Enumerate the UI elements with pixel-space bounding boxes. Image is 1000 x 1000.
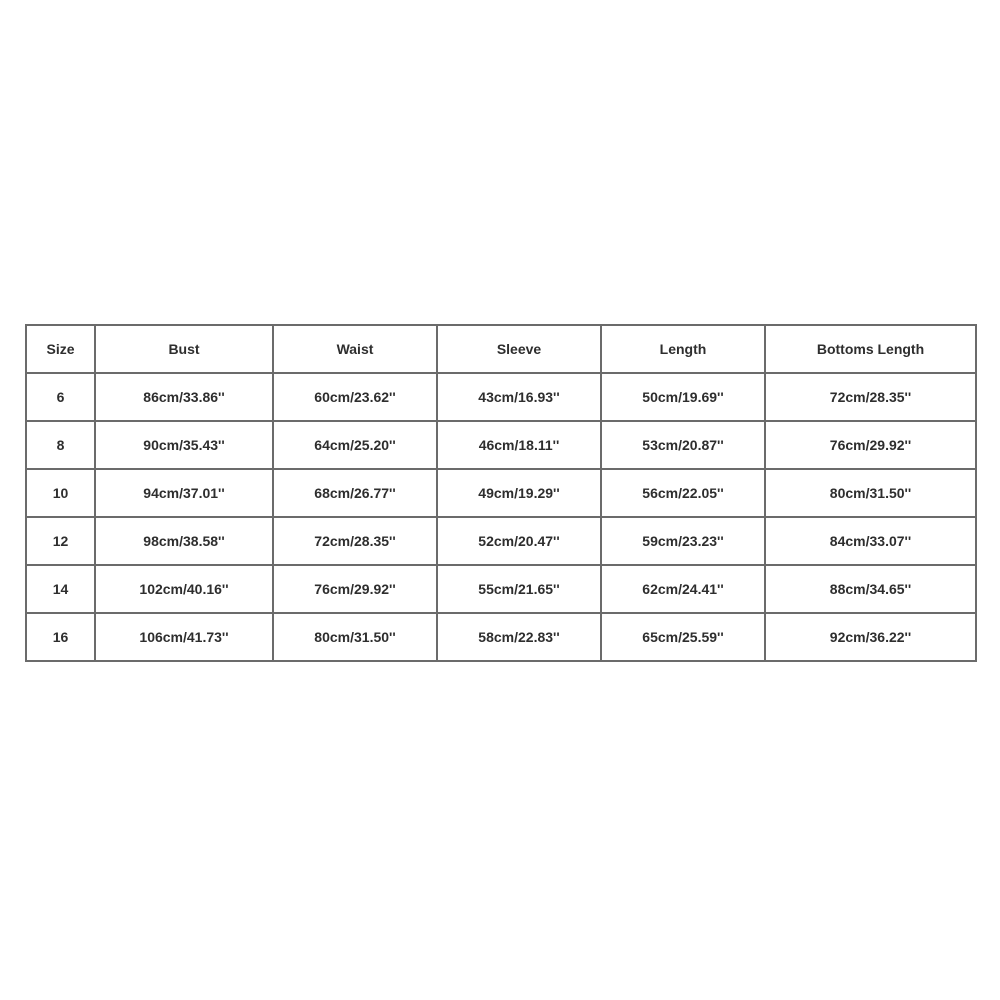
- cell-size: 10: [26, 469, 95, 517]
- cell-bottoms-length: 84cm/33.07'': [765, 517, 976, 565]
- header-bottoms-length: Bottoms Length: [765, 325, 976, 373]
- cell-waist: 76cm/29.92'': [273, 565, 437, 613]
- cell-waist: 68cm/26.77'': [273, 469, 437, 517]
- header-bust: Bust: [95, 325, 273, 373]
- cell-waist: 64cm/25.20'': [273, 421, 437, 469]
- cell-bust: 98cm/38.58'': [95, 517, 273, 565]
- table-row: [26, 469, 976, 517]
- cell-bottoms-length: 76cm/29.92'': [765, 421, 976, 469]
- header-row: [26, 325, 976, 373]
- header-length: Length: [601, 325, 765, 373]
- table-row: [26, 613, 976, 661]
- cell-bottoms-length: 92cm/36.22'': [765, 613, 976, 661]
- table-row: [26, 565, 976, 613]
- cell-bust: 94cm/37.01'': [95, 469, 273, 517]
- cell-length: 53cm/20.87'': [601, 421, 765, 469]
- cell-bust: 90cm/35.43'': [95, 421, 273, 469]
- cell-bust: 86cm/33.86'': [95, 373, 273, 421]
- table-row: [26, 421, 976, 469]
- cell-sleeve: 49cm/19.29'': [437, 469, 601, 517]
- cell-length: 56cm/22.05'': [601, 469, 765, 517]
- cell-bottoms-length: 72cm/28.35'': [765, 373, 976, 421]
- cell-sleeve: 52cm/20.47'': [437, 517, 601, 565]
- header-waist: Waist: [273, 325, 437, 373]
- cell-bottoms-length: 88cm/34.65'': [765, 565, 976, 613]
- cell-size: 8: [26, 421, 95, 469]
- cell-length: 50cm/19.69'': [601, 373, 765, 421]
- cell-waist: 80cm/31.50'': [273, 613, 437, 661]
- cell-sleeve: 46cm/18.11'': [437, 421, 601, 469]
- cell-size: 16: [26, 613, 95, 661]
- cell-sleeve: 58cm/22.83'': [437, 613, 601, 661]
- cell-waist: 60cm/23.62'': [273, 373, 437, 421]
- cell-bust: 102cm/40.16'': [95, 565, 273, 613]
- cell-bust: 106cm/41.73'': [95, 613, 273, 661]
- size-chart-table: [25, 324, 977, 662]
- cell-length: 65cm/25.59'': [601, 613, 765, 661]
- cell-sleeve: 43cm/16.93'': [437, 373, 601, 421]
- table-row: [26, 373, 976, 421]
- cell-length: 62cm/24.41'': [601, 565, 765, 613]
- cell-waist: 72cm/28.35'': [273, 517, 437, 565]
- cell-sleeve: 55cm/21.65'': [437, 565, 601, 613]
- cell-size: 12: [26, 517, 95, 565]
- cell-bottoms-length: 80cm/31.50'': [765, 469, 976, 517]
- cell-length: 59cm/23.23'': [601, 517, 765, 565]
- cell-size: 14: [26, 565, 95, 613]
- table-row: [26, 517, 976, 565]
- header-size: Size: [26, 325, 95, 373]
- header-sleeve: Sleeve: [437, 325, 601, 373]
- cell-size: 6: [26, 373, 95, 421]
